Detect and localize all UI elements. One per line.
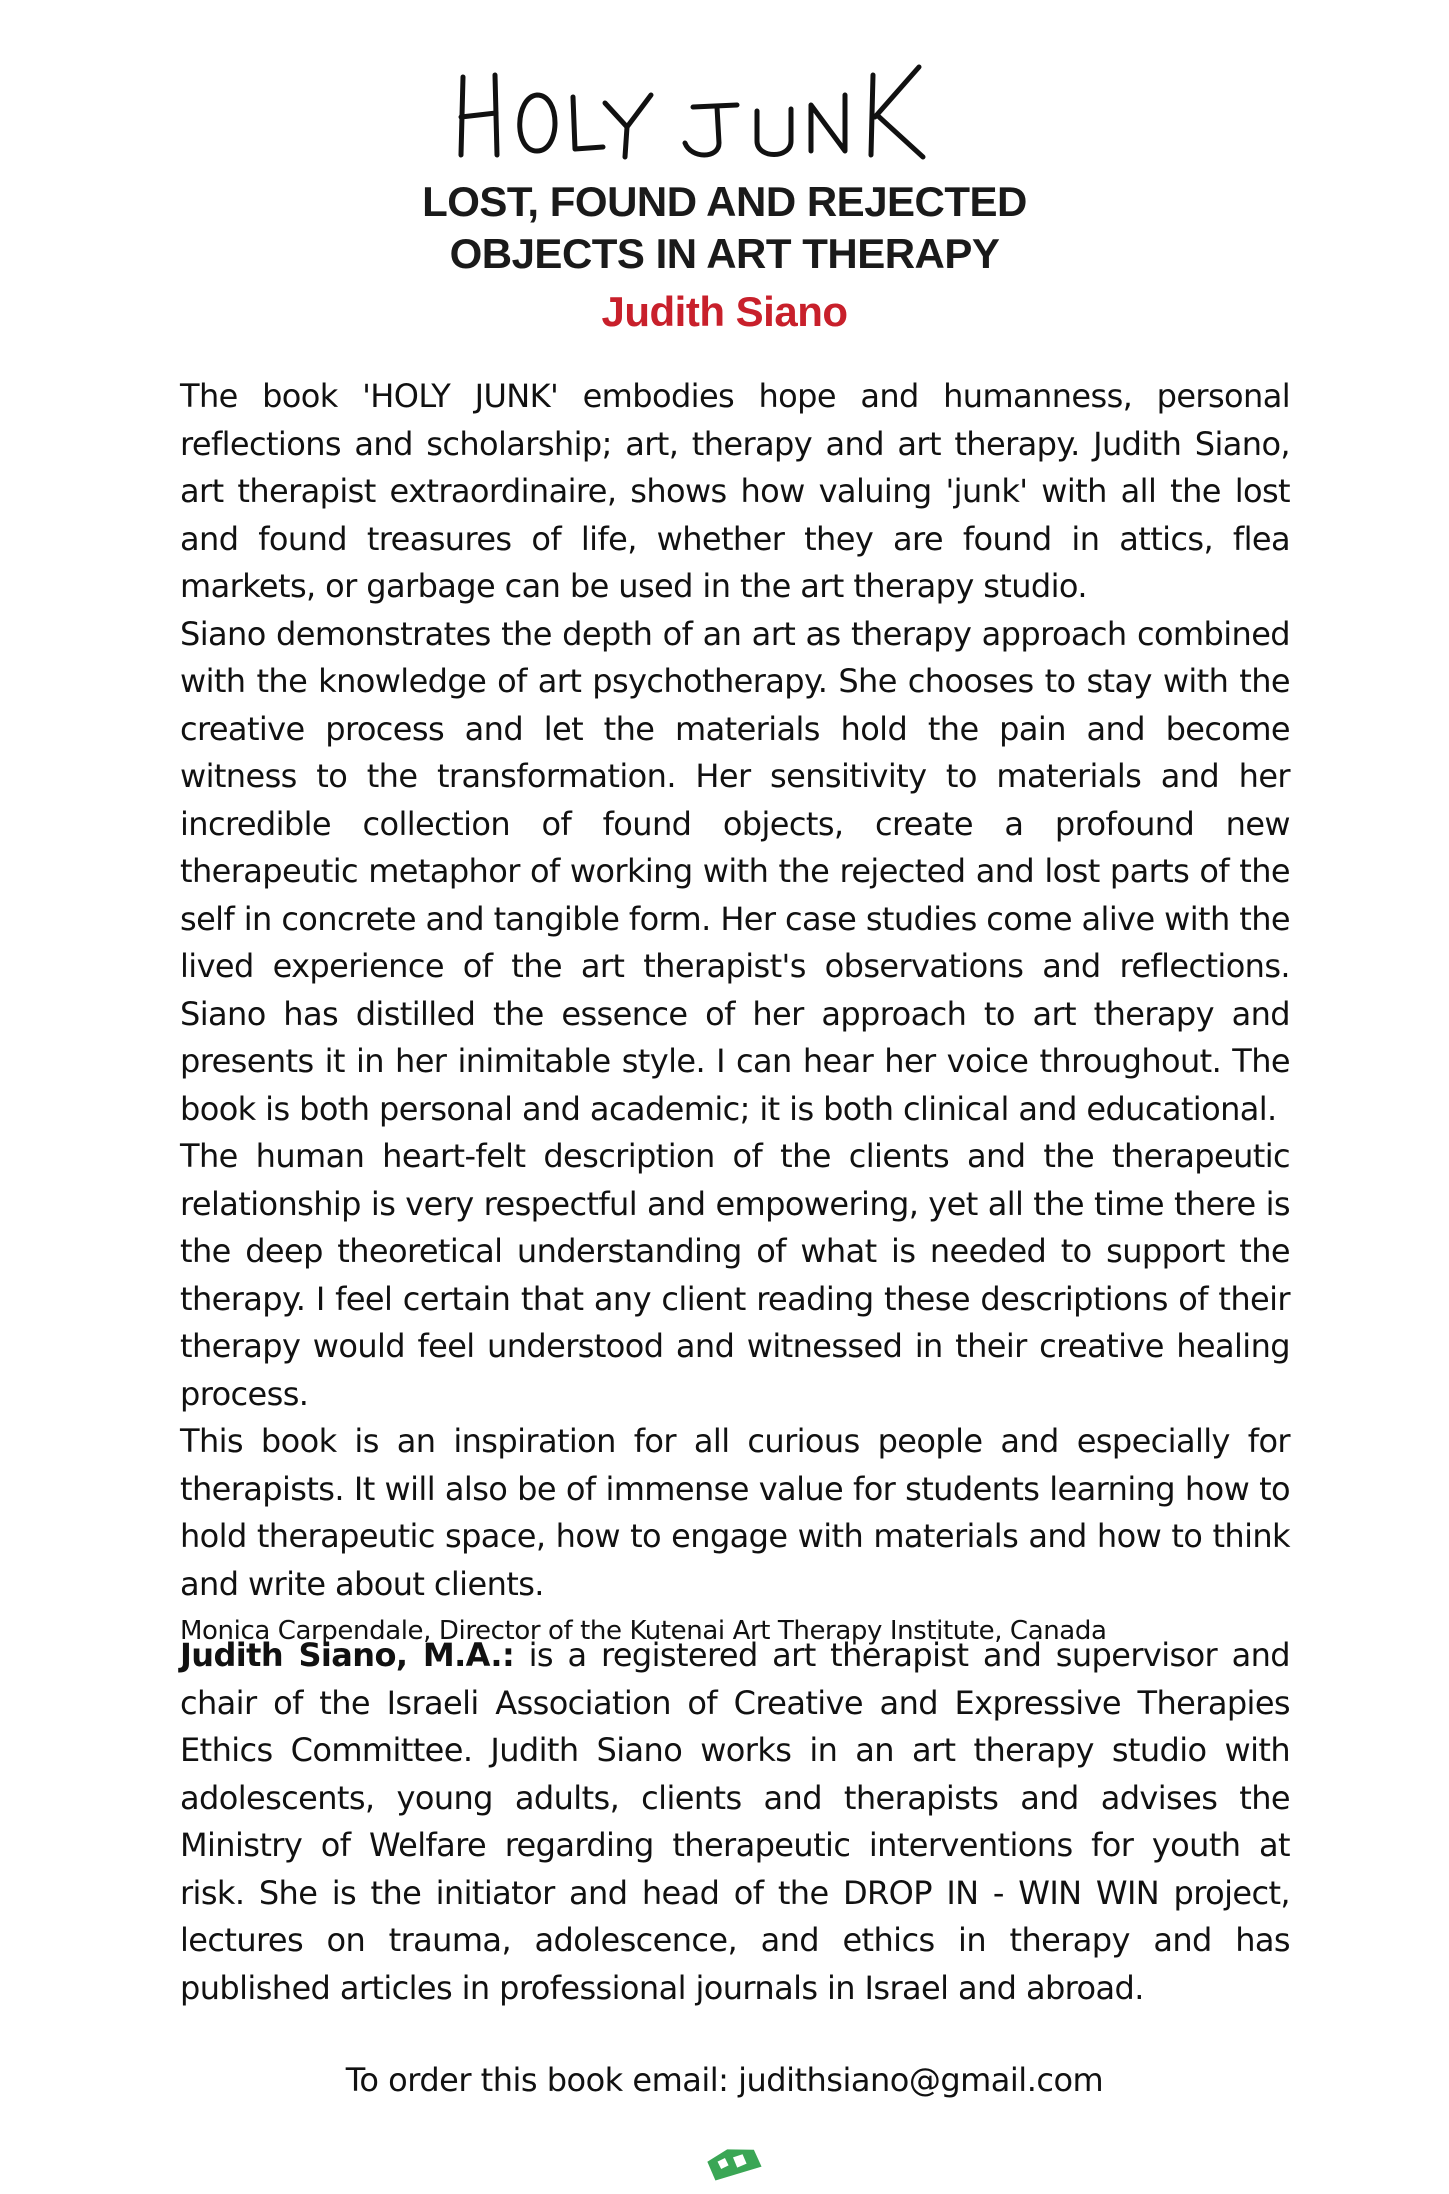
bio-name: Judith Siano, M.A.: [180, 1636, 515, 1674]
author-bio [180, 1632, 1290, 2012]
subtitle-line-1: LOST, FOUND AND REJECTED [422, 178, 1027, 225]
holy-junk-handwritten-title [445, 55, 1005, 165]
book-subtitle [0, 176, 1449, 280]
bio-text: is a registered art therapist and supervisor and chair of the Israeli Association of Creative and Expressive Therapies Ethics Committee. Judith Siano works in an art therapy studio with adolescents, young adults, clients and therapists and advises the Ministry of Welfare regarding therapeutic interventions for youth at risk. She is the initiator and head of the DROP IN - WIN WIN project, lectures on trauma, adolescence, and ethics in therapy and has published articles in professional journals in Israel and abroad. [180, 1636, 1290, 2007]
review-paragraph-1: The book 'HOLY JUNK' embodies hope and humanness, personal reflections and scholarship; art, therapy and art therapy. Judith Siano, art therapist extraordinaire, shows how valuing 'junk' with all the lost and found treasures of life, whether they are found in attics, flea markets, or garbage can be used in the art therapy studio. [180, 377, 1290, 605]
handwritten-title [0, 55, 1449, 165]
review-text [180, 373, 1290, 1654]
review-attribution: Monica Carpendale, Director of the Kutenai Art Therapy Institute, Canada [180, 1616, 1107, 1646]
subtitle-line-2: OBJECTS IN ART THERAPY [449, 230, 1000, 277]
green-house-logo-icon [700, 2142, 770, 2182]
review-paragraph-4: This book is an inspiration for all curious people and especially for therapists. It will also be of immense value for students learning how to hold therapeutic space, how to engage with materials and how to think and write about clients. [180, 1422, 1290, 1603]
review-paragraph-2: Siano demonstrates the depth of an art as therapy approach combined with the knowledge of art psychotherapy. She chooses to stay with the creative process and let the materials hold the pain and become witness to the transformation. Her sensitivity to materials and her incredible collection of found objects, create a profound new therapeutic metaphor of working with the rejected and lost parts of the self in concrete and tangible form. Her case studies come alive with the lived experience of the art therapist's observations and reflections. Siano has distilled the essence of her approach to art therapy and presents it in her inimitable style. I can hear her voice throughout. The book is both personal and academic; it is both clinical and educational. [180, 614, 1290, 1128]
author-name: Judith Siano [601, 288, 848, 335]
order-info: To order this book email: judithsiano@gmail.com [345, 2061, 1104, 2099]
bio-paragraph [180, 1632, 1290, 2012]
review-paragraph-3: The human heart-felt description of the clients and the therapeutic relationship is very respectful and empowering, yet all the time there is the deep theoretical understanding of what is needed to support the therapy. I feel certain that any client reading these descriptions of their therapy would feel understood and witnessed in their creative healing process. [180, 1137, 1290, 1413]
